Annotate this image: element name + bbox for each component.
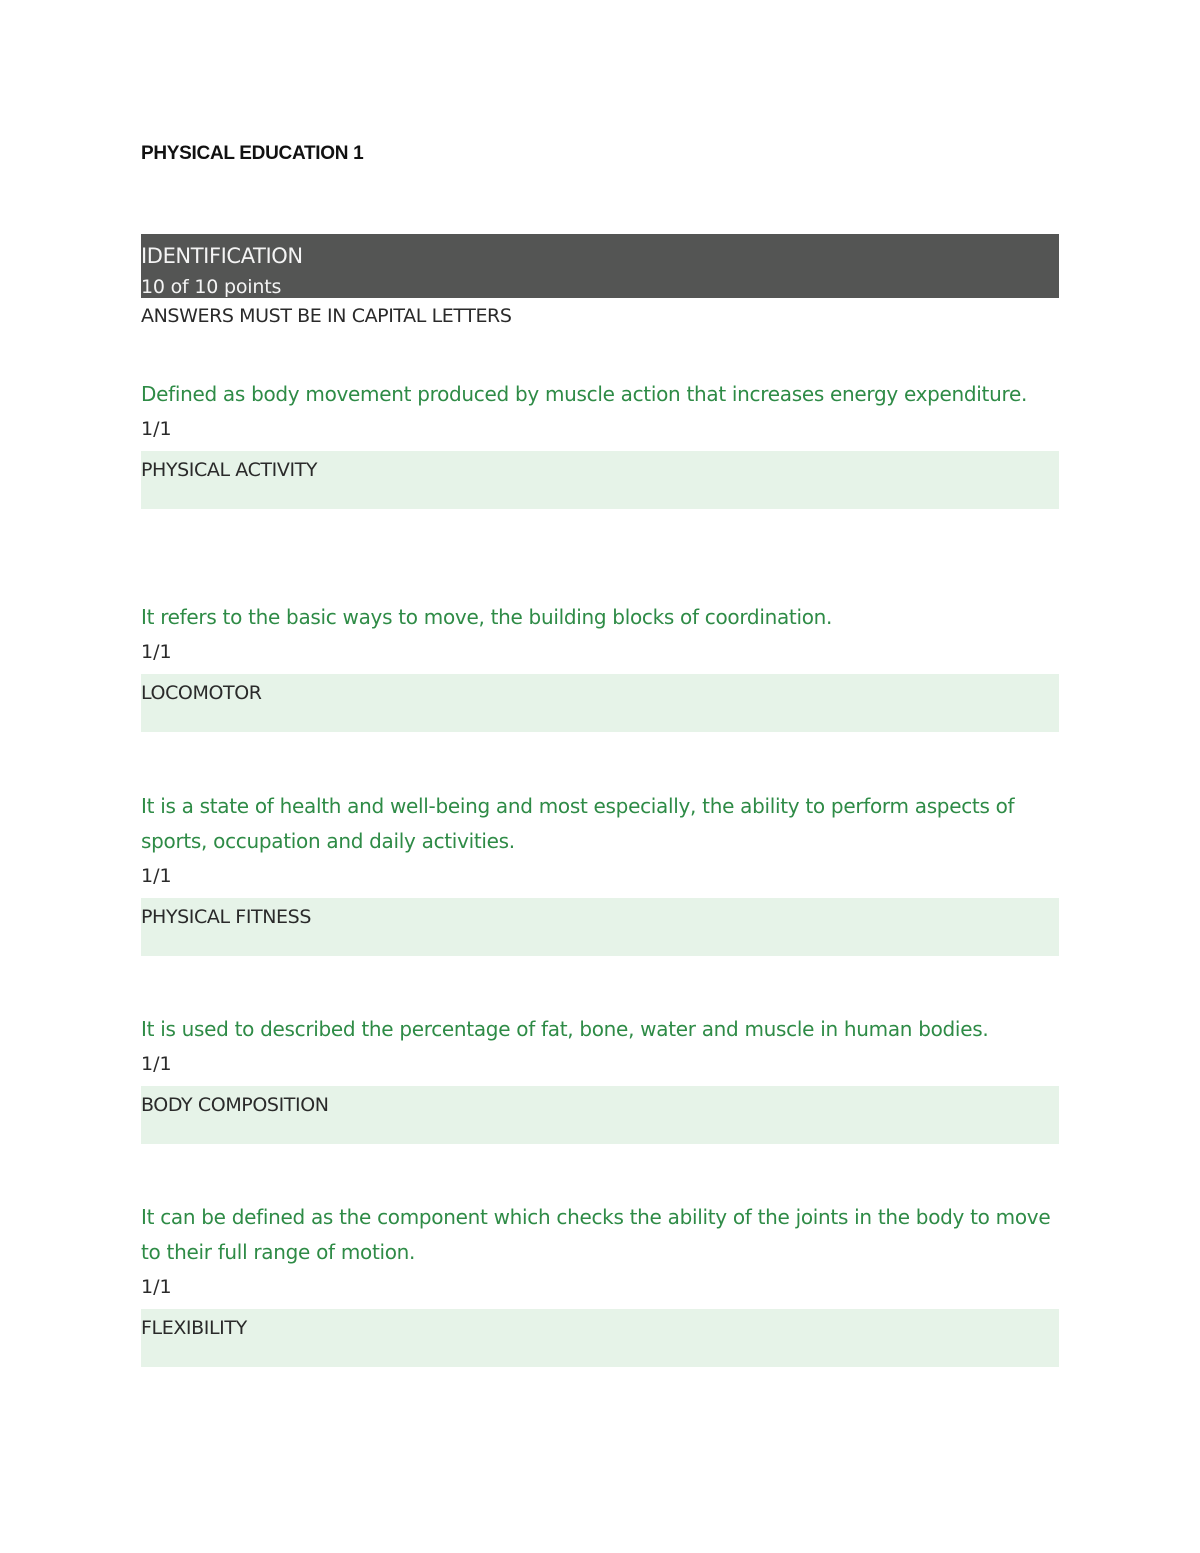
question-text: Defined as body movement produced by muscle action that increases energy expenditure. [141, 382, 1028, 406]
answer-field[interactable]: LOCOMOTOR [141, 674, 1059, 732]
question-item [141, 1012, 1059, 1144]
page-title: PHYSICAL EDUCATION 1 [141, 143, 364, 164]
answer-field[interactable]: PHYSICAL ACTIVITY [141, 451, 1059, 509]
question-text: It is a state of health and well-being and most especially, the ability to perform aspects of sports, occupation and daily activities. [141, 794, 1015, 853]
question-item [141, 377, 1059, 509]
question-score: 1/1 [141, 1053, 172, 1075]
section-header [141, 234, 1059, 298]
answer-field[interactable]: FLEXIBILITY [141, 1309, 1059, 1367]
question-text: It is used to described the percentage of fat, bone, water and muscle in human bodies. [141, 1017, 989, 1041]
section-points: 10 of 10 points [141, 276, 282, 298]
section-title: IDENTIFICATION [141, 244, 303, 268]
question-score: 1/1 [141, 865, 172, 887]
question-item [141, 600, 1059, 732]
section-instructions: ANSWERS MUST BE IN CAPITAL LETTERS [141, 305, 512, 327]
question-score: 1/1 [141, 1276, 172, 1298]
question-text: It can be defined as the component which checks the ability of the joints in the body to move to their full range of motion. [141, 1205, 1051, 1264]
answer-field[interactable]: BODY COMPOSITION [141, 1086, 1059, 1144]
question-score: 1/1 [141, 418, 172, 440]
answer-field[interactable]: PHYSICAL FITNESS [141, 898, 1059, 956]
question-score: 1/1 [141, 641, 172, 663]
question-item [141, 1200, 1059, 1367]
question-item [141, 789, 1059, 956]
question-text: It refers to the basic ways to move, the building blocks of coordination. [141, 605, 833, 629]
